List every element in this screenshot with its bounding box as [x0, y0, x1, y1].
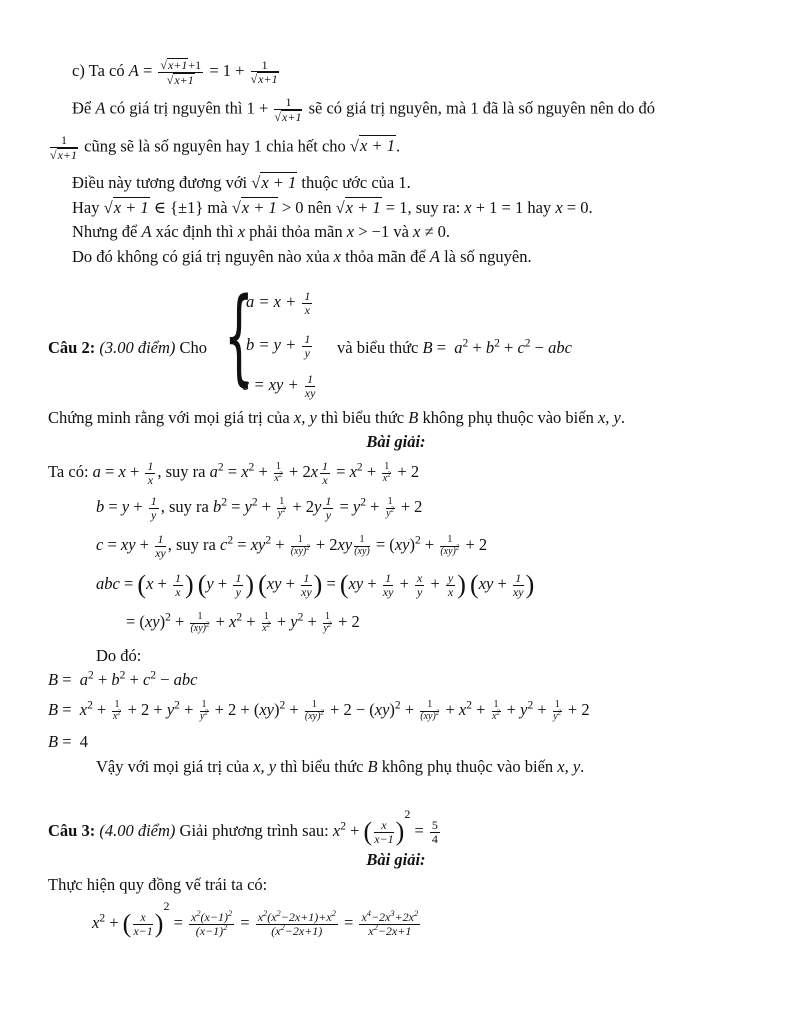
cau2-points: (3.00 điểm): [99, 338, 176, 357]
cau3-heading: Câu 3: (4.00 điểm) Giải phương trình sau: $x^2$ + ( $\frac{x}{x-1}$ )$^2$ = $\frac{5}{4}$: [48, 807, 438, 847]
cau2-statement: Chứng minh rằng với mọi giá trị của x, y thì biểu thức B không phụ thuộc vào biến x, y.: [48, 408, 625, 427]
cau2-do-do: Do đó:: [96, 646, 142, 665]
cau2-heading: Câu 2: (3.00 điểm) Cho: [48, 338, 208, 357]
cau2-brace: {: [224, 275, 254, 397]
cau2-sol-c: c = xy + $\frac{1}{xy}$ , suy ra $c^2 = xy^2$ + $\frac{1}{(xy)^2}$ + 2xy $\frac{1}{(xy)}$ = (xy)$^2$ + $\frac{1}{(xy)^2}$ + 2: [96, 532, 488, 560]
cau2-B-result: B = 4: [48, 732, 89, 751]
part-c-line-3: $\frac{1}{√x+1}$ cũng sẽ là số nguyên hay 1 chia hết cho √x + 1.: [50, 133, 401, 162]
cau3-solution-heading: Bài giải:: [366, 850, 426, 869]
part-c-line-1: c) Ta có A = $\frac{√x+1+1}{√x+1}$ = 1 + $\frac{1}{√x+1}$: [72, 57, 278, 87]
part-c-line-5: Hay √x + 1 ∈ {±1} mà √x + 1 > 0 nên √x + 1 = 1, suy ra: x + 1 = 1 hay x = 0.: [72, 198, 593, 217]
cau3-points: (4.00 điểm): [99, 821, 176, 840]
cau2-label: Câu 2:: [48, 338, 96, 357]
cau3-equation: $x^2$ + ( $\frac{x}{x-1}$ )$^2$ = $\frac{x^2(x-1)^2}{(x-1)^2}$ = $\frac{x^2(x^2-2x+1)+x^2}{(x^2-2x+1)}$ = $\frac{x^4-2x^3+2x^2}{x^2-2x+1}$: [92, 899, 419, 939]
cau2-sol-b: b = y + $\frac{1}{y}$ , suy ra $b^2 = y^2$ + $\frac{1}{y^2}$ + 2y $\frac{1}{y}$ = $y^2$ + $\frac{1}{y^2}$ + 2: [96, 494, 423, 522]
cau2-B-def: $B = a^2 + b^2 + c^2$ − abc: [48, 669, 198, 689]
cau3-step1: Thực hiện quy đồng vế trái ta có:: [48, 875, 268, 894]
part-c-line-2: Để A có giá trị nguyên thì 1 + $\frac{1}{√x+1}$ sẽ có giá trị nguyên, mà 1 đã là số nguyên nên do đó: [72, 95, 655, 124]
cau3-label: Câu 3:: [48, 821, 96, 840]
cau2-B-expand: $B = x^2$ + $\frac{1}{x^2}$ + $2 + y^2$ + $\frac{1}{y^2}$ + 2 + (xy)$^2$ + $\frac{1}{(xy)^2}$ + 2 − (xy)$^2$ + $\frac{1}{(xy)^2}$ + $x^2$ + $\frac{1}{x^2}$ + $y^2$ + $\frac{1}{y^2}$ + 2: [48, 699, 590, 722]
part-c-prefix: c) Ta có: [72, 60, 125, 80]
cau2-solution-heading: Bài giải:: [366, 432, 426, 451]
part-c-line-6: Nhưng để A xác định thì x phải thỏa mãn x > −1 và x ≠ 0.: [72, 222, 451, 241]
cau2-conclusion: Vậy với mọi giá trị của x, y thì biểu thức B không phụ thuộc vào biến x, y.: [96, 757, 585, 776]
part-c-line-4: Điều này tương đương với √x + 1 thuộc ước của 1.: [72, 173, 411, 192]
cau2-sol-abc-2: = (xy)$^2$ + $\frac{1}{(xy)^2}$ + $x^2$ + $\frac{1}{x^2}$ + $y^2$ + $\frac{1}{y^2}$ + 2: [126, 611, 360, 634]
cau2-expression: và biểu thức $B = a^2 + b^2 + c^2$ − abc: [337, 337, 572, 357]
part-c-line-7: Do đó không có giá trị nguyên nào xủa x thỏa mãn để A là số nguyên.: [72, 247, 532, 266]
cau2-sol-a: Ta có: a = x + $\frac{1}{x}$ , suy ra $a^2 = x^2$ + $\frac{1}{x^2}$ + 2x $\frac{1}{x}$ = $x^2$ + $\frac{1}{x^2}$ + 2: [48, 459, 420, 487]
cau2-sol-abc: abc = (x + $\frac{1}{x}$ ) (y + $\frac{1}{y}$ ) (xy + $\frac{1}{xy}$ ) = (xy + $\frac{1}{xy}$ + $\frac{x}{y}$ + $\frac{y}{x}$ ) (xy + $\frac{1}{xy}$ ): [96, 570, 535, 600]
